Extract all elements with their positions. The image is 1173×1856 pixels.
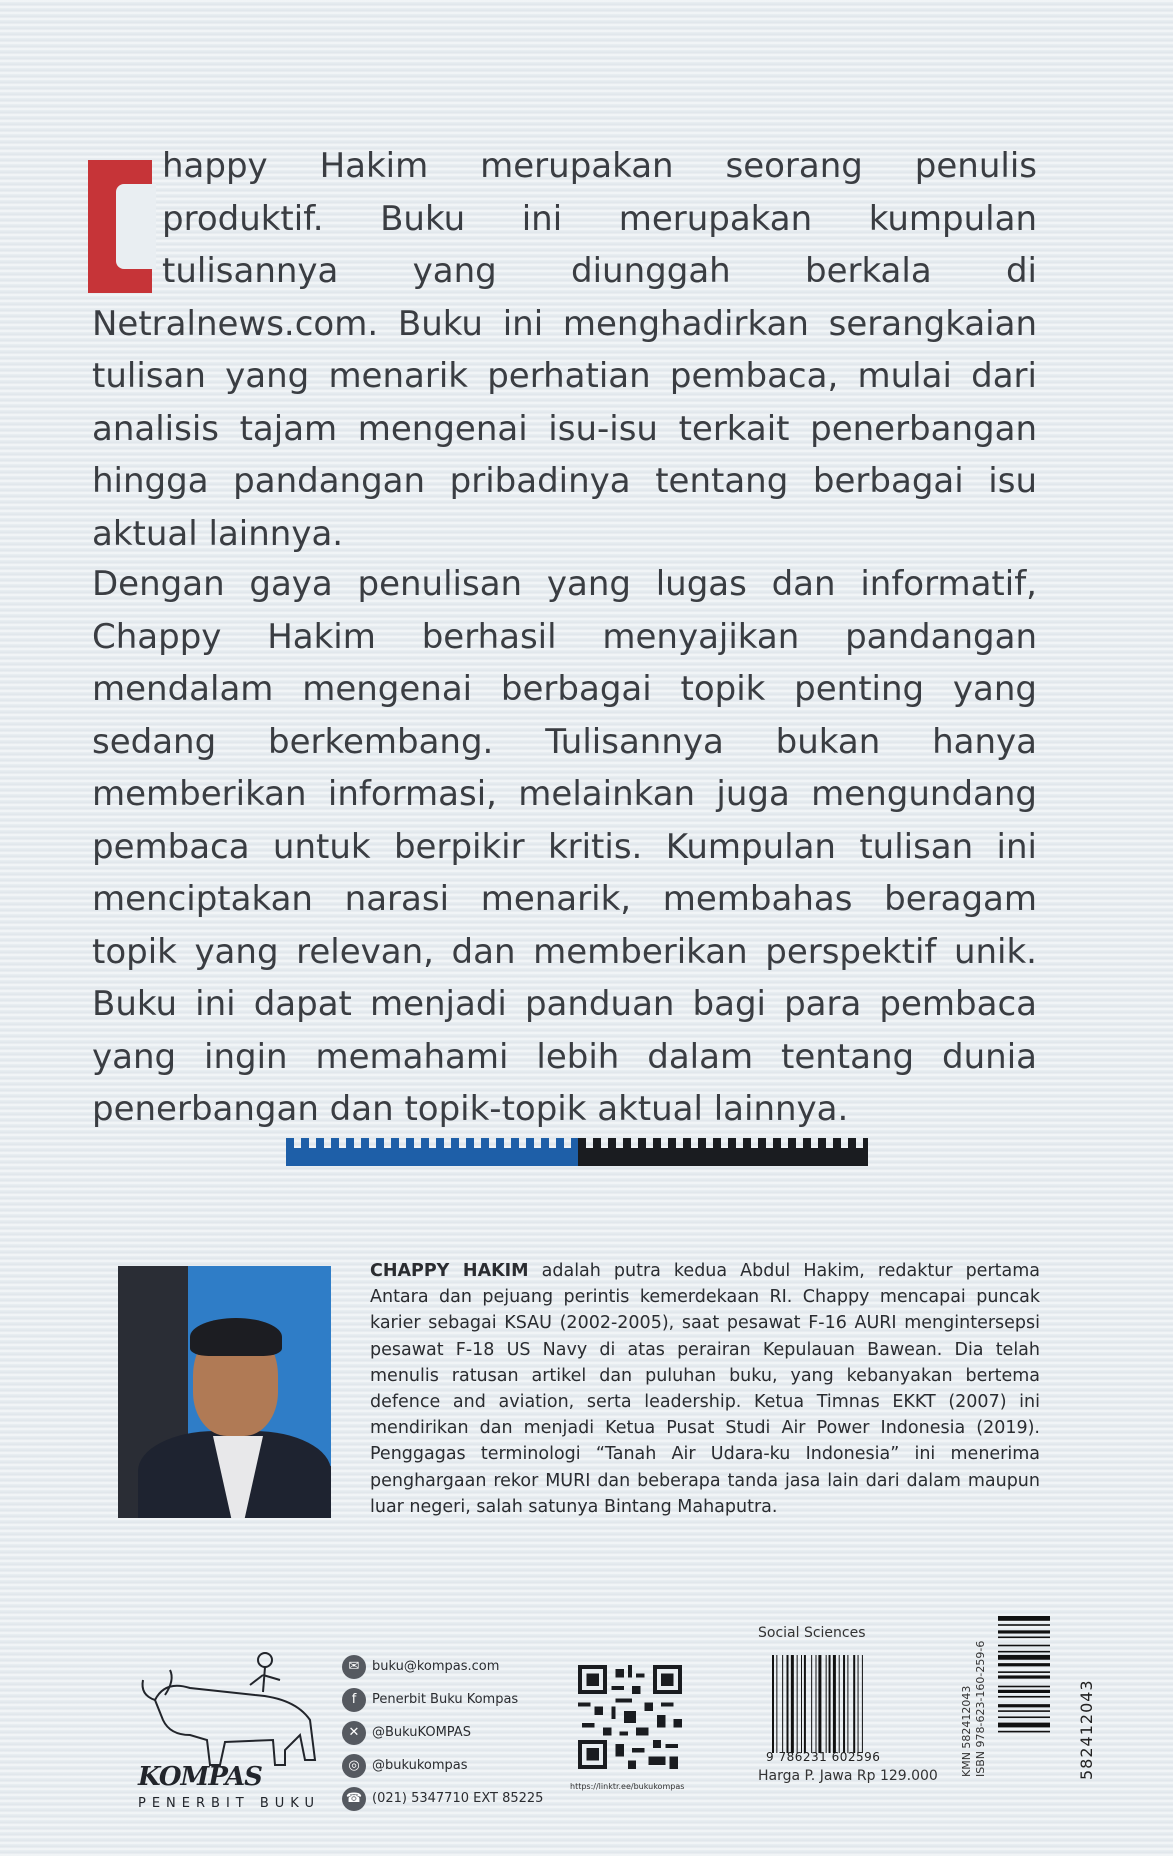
blurb-paragraph-2: Dengan gaya penulisan yang lugas dan informatif, Chappy Hakim berhasil menyajikan pandangan mendalam mengenai berbagai topik penting yang sedang berkembang. Tulisannya bukan hanya memberikan informasi, melainkan juga mengundang pembaca untuk berpikir kritis. Kumpulan tulisan ini menciptakan narasi menarik, membahas beragam topik yang relevan, dan memberikan perspektif unik. Buku ini dapat menjadi panduan bagi para pembaca yang ingin memahami lebih dalam tentang dunia penerbangan dan topik-topik aktual lainnya. xyxy=(92,564,1037,1129)
instagram-icon: ◎ xyxy=(342,1754,366,1778)
vertical-barcode-bar xyxy=(998,1655,1050,1660)
barcode-bar xyxy=(772,1655,774,1753)
mail-icon: ✉ xyxy=(342,1655,366,1679)
kmn-isbn-block xyxy=(960,1641,988,1777)
contact-phone-text: (021) 5347710 EXT 85225 xyxy=(372,1791,544,1806)
vertical-barcode-number: 582412043 xyxy=(1077,1679,1096,1780)
kmn-number: KMN 582412043 xyxy=(960,1685,973,1777)
qr-code-icon xyxy=(578,1665,682,1769)
barcode-bar xyxy=(816,1655,817,1753)
barcode-bar xyxy=(797,1655,798,1753)
contact-phone xyxy=(342,1782,543,1815)
vertical-barcode-bar xyxy=(998,1690,1050,1693)
barcode-bar xyxy=(826,1655,827,1753)
facebook-icon: f xyxy=(342,1688,366,1712)
vertical-barcode-bar xyxy=(998,1630,1050,1633)
author-bio-text: adalah putra kedua Abdul Hakim, redaktur pertama Antara dan pejuang perintis kemerdekaan RI. Chappy mencapai puncak karier sebagai KSAU (2002-2005), saat pesawat F-16 AURI mengintersepsi pesawat F-18 US Navy di atas perairan Kepulauan Bawean. Dia telah menulis ratusan artikel dan puluhan buku, yang kebanyakan bertema defence and aviation, serta leadership. Ketua Timnas EKKT (2007) ini mendirikan dan menjadi Ketua Pusat Studi Air Power Indonesia (2019). Penggagas terminologi “Tanah Air Udara-ku Indonesia” ini menerima penghargaan rekor MURI dan beberapa tanda jasa lain dari dalam maupun luar negeri, salah satunya Bintang Mahaputra. xyxy=(370,1261,1040,1517)
vertical-barcode-bar xyxy=(998,1624,1050,1626)
barcode-number: 9 786231 602596 xyxy=(766,1750,881,1764)
barcode-bar xyxy=(839,1655,840,1753)
isbn-number: ISBN 978-623-160-259-6 xyxy=(974,1640,987,1777)
decorative-divider xyxy=(286,1138,868,1166)
contact-instagram xyxy=(342,1749,543,1782)
barcode-bar xyxy=(787,1655,789,1753)
vertical-barcode-bar xyxy=(998,1704,1050,1707)
publisher-subtitle: PENERBIT BUKU xyxy=(138,1796,320,1811)
barcode-bar xyxy=(818,1655,821,1753)
barcode-bar xyxy=(804,1655,806,1753)
barcode-bar xyxy=(862,1655,863,1753)
book-price: Harga P. Jawa Rp 129.000 xyxy=(758,1768,938,1784)
barcode-bar xyxy=(833,1655,836,1753)
barcode-bar xyxy=(776,1655,777,1753)
author-name: CHAPPY HAKIM xyxy=(370,1261,529,1281)
barcode-bar xyxy=(853,1655,855,1753)
vertical-barcode-bar xyxy=(998,1710,1050,1712)
contact-facebook xyxy=(342,1683,543,1716)
barcode-bar xyxy=(782,1655,783,1753)
contact-instagram-text: @bukukompas xyxy=(372,1758,468,1773)
dropcap xyxy=(88,160,152,293)
contact-x xyxy=(342,1716,543,1749)
contact-email xyxy=(342,1650,543,1683)
vertical-barcode-bar xyxy=(998,1645,1050,1647)
author-bio xyxy=(370,1258,1040,1520)
vertical-barcode-bar xyxy=(998,1671,1050,1673)
divider-black-segment xyxy=(578,1148,868,1166)
barcode-bar xyxy=(858,1655,859,1753)
vertical-barcode-bar xyxy=(998,1663,1050,1666)
contact-x-text: @BukuKOMPAS xyxy=(372,1725,471,1740)
blurb-text-1: happy Hakim merupakan seorang penulis produktif. Buku ini merupakan kumpulan tulisannya yang diunggah berkala di Netralnews.com. Buku ini menghadirkan serangkaian tulisan yang menarik perhatian pembaca, mulai dari analisis tajam mengenai isu-isu terkait penerbangan hingga pandangan pribadinya tentang berbagai isu aktual lainnya. xyxy=(92,146,1037,554)
vertical-barcode-bar xyxy=(998,1716,1050,1718)
vertical-barcode-bar xyxy=(998,1637,1050,1639)
divider-teeth-blue xyxy=(286,1138,578,1148)
vertical-barcode-bar xyxy=(998,1616,1050,1621)
vertical-barcode-bar xyxy=(998,1723,1050,1728)
vertical-barcode-bar xyxy=(998,1731,1050,1733)
vertical-barcode-bar xyxy=(998,1675,1050,1678)
phone-icon: ☎ xyxy=(342,1787,366,1811)
blurb-paragraph-1 xyxy=(92,140,1037,560)
photo-hair xyxy=(190,1318,282,1356)
barcode-bar xyxy=(829,1655,831,1753)
contact-list xyxy=(342,1650,543,1815)
barcode-bar xyxy=(811,1655,812,1753)
barcode-bar xyxy=(847,1655,848,1753)
barcode-bar xyxy=(843,1655,845,1753)
barcode-bar xyxy=(801,1655,802,1753)
contact-email-text: buku@kompas.com xyxy=(372,1659,500,1674)
publisher-logo-icon xyxy=(135,1640,335,1820)
barcode-icon xyxy=(770,1655,895,1753)
publisher-name: KOMPAS xyxy=(138,1762,262,1792)
vertical-barcode-bar xyxy=(998,1686,1050,1688)
qr-url: https://linktr.ee/bukukompas xyxy=(570,1782,685,1791)
barcode-bar xyxy=(791,1655,794,1753)
book-category: Social Sciences xyxy=(758,1625,866,1641)
divider-blue-segment xyxy=(286,1148,578,1166)
vertical-barcode-bar xyxy=(998,1651,1050,1653)
x-icon: ✕ xyxy=(342,1721,366,1745)
author-photo xyxy=(118,1266,331,1518)
vertical-barcode-icon xyxy=(998,1616,1050,1776)
vertical-barcode-bar xyxy=(998,1696,1050,1698)
contact-facebook-text: Penerbit Buku Kompas xyxy=(372,1692,519,1707)
divider-teeth-black xyxy=(578,1138,868,1148)
